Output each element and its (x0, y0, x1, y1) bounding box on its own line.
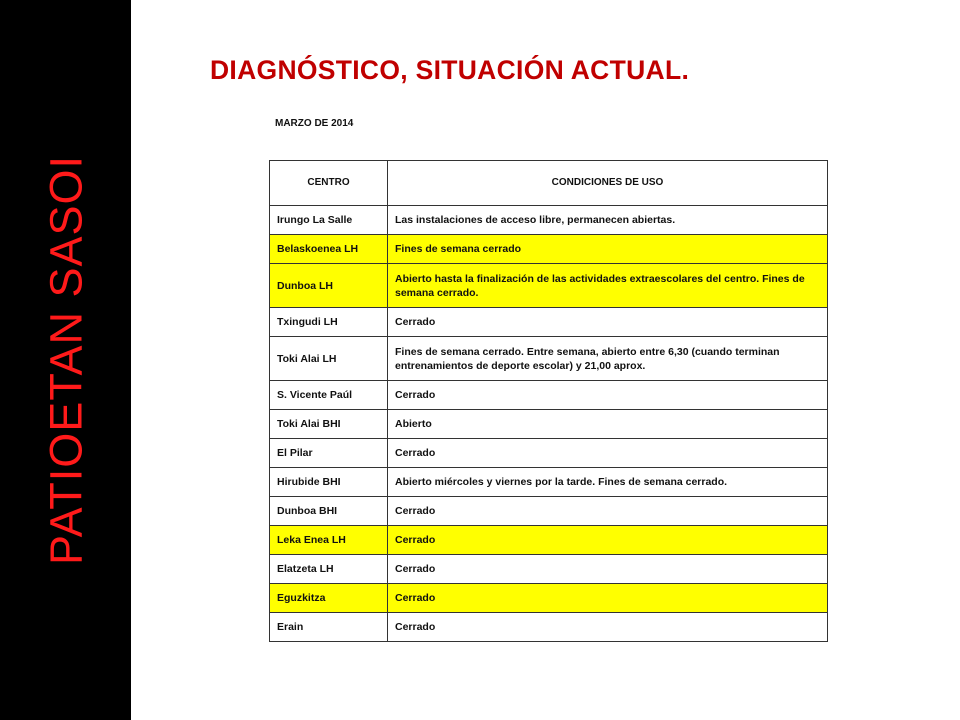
cell-condiciones: Cerrado (388, 497, 828, 526)
cell-centro: Leka Enea LH (270, 526, 388, 555)
cell-condiciones: Las instalaciones de acceso libre, permanecen abiertas. (388, 206, 828, 235)
cell-condiciones: Cerrado (388, 584, 828, 613)
table-row (270, 381, 828, 410)
cell-centro: Erain (270, 613, 388, 642)
table-row (270, 555, 828, 584)
document-date-label: MARZO DE 2014 (275, 118, 354, 129)
cell-centro: Toki Alai BHI (270, 410, 388, 439)
cell-centro: Eguzkitza (270, 584, 388, 613)
cell-centro: Hirubide BHI (270, 468, 388, 497)
cell-centro: El Pilar (270, 439, 388, 468)
sidebar-vertical-title: PATIOETAN SASOI (40, 154, 92, 566)
table-row (270, 337, 828, 381)
cell-centro: Toki Alai LH (270, 337, 388, 381)
table-row (270, 584, 828, 613)
table-row (270, 497, 828, 526)
cell-condiciones: Fines de semana cerrado (388, 235, 828, 264)
cell-centro: S. Vicente Paúl (270, 381, 388, 410)
cell-centro: Elatzeta LH (270, 555, 388, 584)
table-row (270, 439, 828, 468)
column-header-condiciones: CONDICIONES DE USO (388, 161, 828, 206)
page-title: DIAGNÓSTICO, SITUACIÓN ACTUAL. (210, 55, 690, 85)
cell-condiciones: Abierto (388, 410, 828, 439)
cell-condiciones: Cerrado (388, 613, 828, 642)
cell-condiciones: Cerrado (388, 526, 828, 555)
column-header-centro: CENTRO (270, 161, 388, 206)
cell-centro: Dunboa BHI (270, 497, 388, 526)
table-row (270, 308, 828, 337)
table-row (270, 613, 828, 642)
table-row (270, 264, 828, 308)
cell-condiciones: Cerrado (388, 381, 828, 410)
cell-condiciones: Cerrado (388, 439, 828, 468)
cell-condiciones: Cerrado (388, 308, 828, 337)
table-row (270, 206, 828, 235)
table-row (270, 235, 828, 264)
cell-centro: Dunboa LH (270, 264, 388, 308)
cell-centro: Irungo La Salle (270, 206, 388, 235)
sidebar-panel (0, 0, 131, 720)
cell-centro: Txingudi LH (270, 308, 388, 337)
usage-conditions-table (269, 160, 828, 642)
table-header-row (270, 161, 828, 206)
table-row (270, 526, 828, 555)
table-row (270, 468, 828, 497)
cell-condiciones: Abierto miércoles y viernes por la tarde. Fines de semana cerrado. (388, 468, 828, 497)
cell-condiciones: Abierto hasta la finalización de las actividades extraescolares del centro. Fines de semana cerrado. (388, 264, 828, 308)
cell-condiciones: Cerrado (388, 555, 828, 584)
table-row (270, 410, 828, 439)
cell-condiciones: Fines de semana cerrado. Entre semana, abierto entre 6,30 (cuando terminan entrenamientos de deporte escolar) y 21,00 aprox. (388, 337, 828, 381)
cell-centro: Belaskoenea LH (270, 235, 388, 264)
